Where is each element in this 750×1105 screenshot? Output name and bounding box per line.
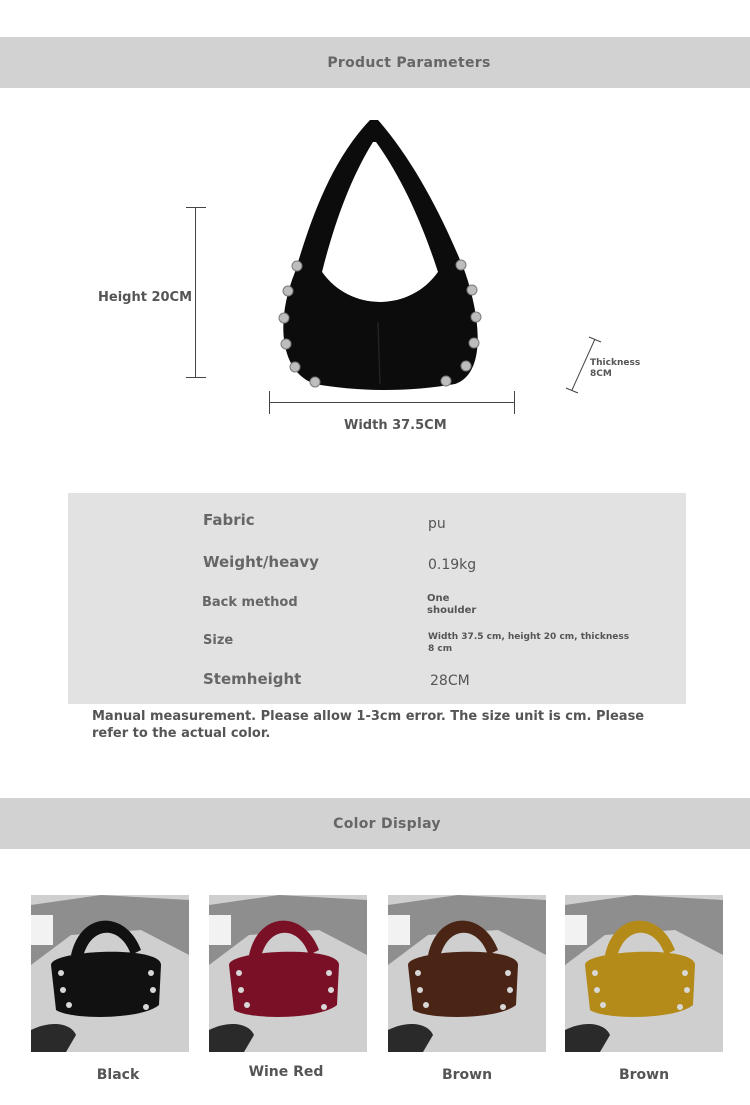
param-value-back-method-line1: One xyxy=(427,593,450,604)
param-value-weight: 0.19kg xyxy=(428,557,477,573)
width-dimension-line xyxy=(269,402,515,403)
thickness-label xyxy=(590,358,640,380)
width-label: Width 37.5CM xyxy=(344,418,447,433)
param-value-stemheight: 28CM xyxy=(430,673,470,689)
color-label-brown: Brown xyxy=(441,1067,493,1083)
bag-photo-brown xyxy=(388,895,546,1052)
color-label-black: Black xyxy=(96,1067,140,1083)
bag-photo-mustard xyxy=(565,895,723,1052)
thickness-label-line2: 8CM xyxy=(590,369,612,379)
param-key-size: Size xyxy=(203,633,234,648)
color-swatch-wine-red[interactable] xyxy=(209,895,367,1052)
height-dimension-cap-top xyxy=(186,207,206,208)
height-label: Height 20CM xyxy=(98,290,193,305)
param-value-back-method-line2: shoulder xyxy=(427,605,477,616)
product-parameters-banner xyxy=(0,37,750,88)
param-value-back-method xyxy=(427,593,476,617)
bag-photo-wine-red xyxy=(209,895,367,1052)
parameters-table xyxy=(68,493,686,704)
measurement-note: Manual measurement. Please allow 1-3cm error. The size unit is cm. Please refer to the actual color. xyxy=(92,709,645,741)
param-key-fabric: Fabric xyxy=(203,511,255,529)
color-label-wine-red: Wine Red xyxy=(248,1064,324,1080)
width-dimension-cap-right xyxy=(514,391,515,414)
product-parameters-title: Product Parameters xyxy=(327,54,491,71)
param-key-back-method: Back method xyxy=(202,595,298,610)
color-swatch-black[interactable] xyxy=(31,895,189,1052)
color-label-brown-2: Brown xyxy=(618,1067,670,1083)
thickness-label-line1: Thickness xyxy=(590,358,641,368)
param-value-size xyxy=(428,631,629,655)
color-swatch-brown[interactable] xyxy=(388,895,546,1052)
height-dimension-cap-bottom xyxy=(186,377,206,378)
color-display-banner xyxy=(0,798,750,849)
width-dimension-cap-left xyxy=(269,391,270,414)
param-value-size-line2: 8 cm xyxy=(428,644,453,654)
param-value-size-line1: Width 37.5 cm, height 20 cm, thickness xyxy=(428,632,630,642)
bag-illustration xyxy=(270,112,490,397)
param-key-stemheight: Stemheight xyxy=(203,670,302,688)
bag-photo-black xyxy=(31,895,189,1052)
param-value-fabric: pu xyxy=(428,516,446,532)
color-display-title: Color Display xyxy=(333,815,441,832)
color-swatch-mustard[interactable] xyxy=(565,895,723,1052)
param-key-weight: Weight/heavy xyxy=(203,553,319,571)
height-dimension-line xyxy=(195,207,196,378)
